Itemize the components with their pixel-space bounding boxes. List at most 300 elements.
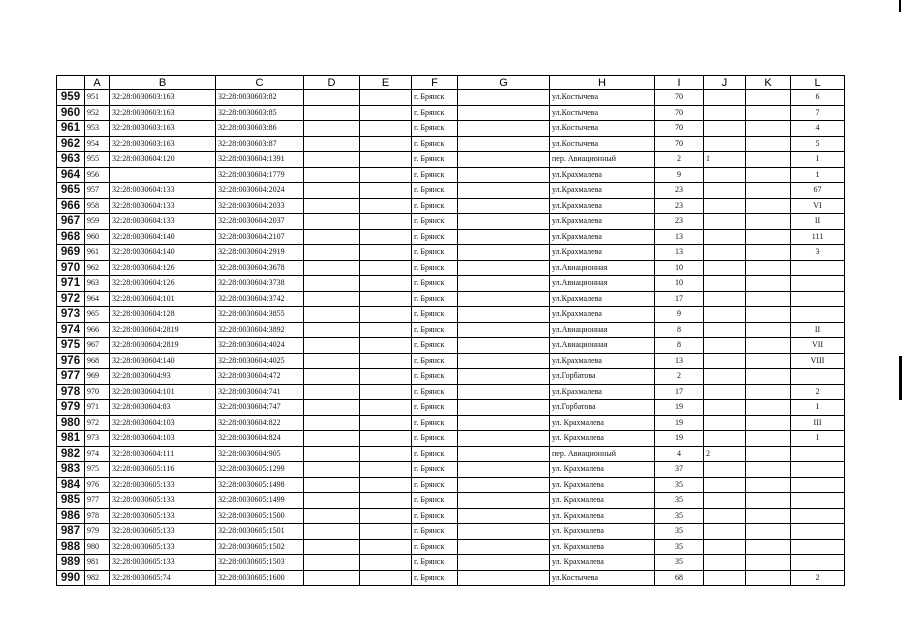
- cell-i: 19: [655, 415, 704, 431]
- cell-e: [360, 167, 412, 183]
- table-row: [57, 245, 845, 261]
- row-number: 976: [57, 353, 85, 369]
- cell-i: 70: [655, 105, 704, 121]
- column-header-k: K: [746, 76, 791, 90]
- cell-e: [360, 322, 412, 338]
- cell-g: [458, 369, 550, 385]
- cell-d: [304, 384, 360, 400]
- cell-f: г. Брянск: [412, 322, 458, 338]
- column-header-j: J: [704, 76, 746, 90]
- cell-l: II: [791, 214, 845, 230]
- cell-e: [360, 105, 412, 121]
- cell-a: 973: [85, 431, 110, 447]
- cell-i: 70: [655, 136, 704, 152]
- cell-l: 7: [791, 105, 845, 121]
- cell-l: [791, 477, 845, 493]
- table-row: [57, 260, 845, 276]
- column-header-a: A: [85, 76, 110, 90]
- cell-f: г. Брянск: [412, 245, 458, 261]
- row-number: 979: [57, 400, 85, 416]
- row-number: 987: [57, 524, 85, 540]
- cell-f: г. Брянск: [412, 307, 458, 323]
- cell-d: [304, 245, 360, 261]
- cell-j: [704, 353, 746, 369]
- cell-d: [304, 183, 360, 199]
- cell-e: [360, 570, 412, 586]
- table-row: [57, 415, 845, 431]
- cell-d: [304, 307, 360, 323]
- cell-j: [704, 322, 746, 338]
- cell-e: [360, 229, 412, 245]
- table-row: [57, 493, 845, 509]
- cell-g: [458, 353, 550, 369]
- row-number: 975: [57, 338, 85, 354]
- cell-j: [704, 198, 746, 214]
- cell-h: ул. Крахмалева: [550, 477, 655, 493]
- cell-k: [746, 105, 791, 121]
- cell-d: [304, 338, 360, 354]
- cell-h: ул.Костычева: [550, 121, 655, 137]
- cell-f: г. Брянск: [412, 555, 458, 571]
- cell-e: [360, 369, 412, 385]
- cell-j: [704, 400, 746, 416]
- cell-b: 32:28:0030605:133: [110, 477, 216, 493]
- cell-j: 2: [704, 446, 746, 462]
- row-number: 977: [57, 369, 85, 385]
- cell-b: 32:28:0030604:83: [110, 400, 216, 416]
- cell-j: [704, 136, 746, 152]
- cell-b: 32:28:0030605:133: [110, 524, 216, 540]
- cell-e: [360, 183, 412, 199]
- cell-e: [360, 524, 412, 540]
- row-number: 990: [57, 570, 85, 586]
- cell-d: [304, 555, 360, 571]
- column-header-h: H: [550, 76, 655, 90]
- cell-d: [304, 229, 360, 245]
- cell-l: II: [791, 322, 845, 338]
- cell-c: 32:28:0030604:822: [216, 415, 304, 431]
- cell-l: [791, 446, 845, 462]
- cell-g: [458, 245, 550, 261]
- cell-l: [791, 260, 845, 276]
- cell-c: 32:28:0030605:1499: [216, 493, 304, 509]
- cell-e: [360, 446, 412, 462]
- cell-g: [458, 276, 550, 292]
- row-number: 980: [57, 415, 85, 431]
- cell-b: 32:28:0030604:126: [110, 276, 216, 292]
- cell-j: [704, 508, 746, 524]
- cell-c: 32:28:0030603:86: [216, 121, 304, 137]
- cell-g: [458, 136, 550, 152]
- cell-i: 4: [655, 446, 704, 462]
- cell-g: [458, 307, 550, 323]
- cell-b: 32:28:0030604:133: [110, 183, 216, 199]
- table-row: [57, 462, 845, 478]
- cell-g: [458, 431, 550, 447]
- column-header-i: I: [655, 76, 704, 90]
- cell-b: 32:28:0030604:101: [110, 291, 216, 307]
- cell-f: г. Брянск: [412, 508, 458, 524]
- cell-k: [746, 136, 791, 152]
- cell-f: г. Брянск: [412, 183, 458, 199]
- table-row: [57, 214, 845, 230]
- cell-h: ул. Крахмалева: [550, 431, 655, 447]
- row-number: 973: [57, 307, 85, 323]
- cell-i: 37: [655, 462, 704, 478]
- cell-b: 32:28:0030604:140: [110, 353, 216, 369]
- row-number: 969: [57, 245, 85, 261]
- cell-h: ул.Крахмалева: [550, 183, 655, 199]
- cell-e: [360, 260, 412, 276]
- cell-h: ул.Костычева: [550, 105, 655, 121]
- cell-b: 32:28:0030604:120: [110, 152, 216, 168]
- column-header-b: B: [110, 76, 216, 90]
- cell-g: [458, 524, 550, 540]
- cell-h: ул.Крахмалева: [550, 291, 655, 307]
- cell-g: [458, 90, 550, 106]
- table-row: [57, 121, 845, 137]
- cell-l: 1: [791, 167, 845, 183]
- cell-j: [704, 214, 746, 230]
- cell-f: г. Брянск: [412, 136, 458, 152]
- cell-i: 2: [655, 152, 704, 168]
- cell-a: 961: [85, 245, 110, 261]
- cell-g: [458, 446, 550, 462]
- cell-j: [704, 260, 746, 276]
- cell-i: 13: [655, 229, 704, 245]
- cell-a: 967: [85, 338, 110, 354]
- cell-f: г. Брянск: [412, 167, 458, 183]
- cell-a: 968: [85, 353, 110, 369]
- column-header-e: E: [360, 76, 412, 90]
- cell-b: 32:28:0030604:101: [110, 384, 216, 400]
- cell-c: 32:28:0030604:1779: [216, 167, 304, 183]
- cell-a: 957: [85, 183, 110, 199]
- cell-i: 19: [655, 431, 704, 447]
- cell-h: ул. Крахмалева: [550, 493, 655, 509]
- cell-l: [791, 462, 845, 478]
- cell-c: 32:28:0030603:82: [216, 90, 304, 106]
- cell-c: 32:28:0030603:85: [216, 105, 304, 121]
- cell-g: [458, 493, 550, 509]
- cell-k: [746, 446, 791, 462]
- cell-h: ул.Крахмалева: [550, 384, 655, 400]
- cell-f: г. Брянск: [412, 90, 458, 106]
- cell-c: 32:28:0030605:1600: [216, 570, 304, 586]
- cell-d: [304, 493, 360, 509]
- cell-j: [704, 167, 746, 183]
- cell-b: 32:28:0030605:116: [110, 462, 216, 478]
- cell-e: [360, 136, 412, 152]
- cell-g: [458, 477, 550, 493]
- cell-d: [304, 369, 360, 385]
- cell-c: 32:28:0030604:4025: [216, 353, 304, 369]
- table-row: [57, 229, 845, 245]
- column-header-d: D: [304, 76, 360, 90]
- cell-j: [704, 291, 746, 307]
- cell-k: [746, 493, 791, 509]
- cell-j: [704, 183, 746, 199]
- cell-h: ул. Крахмалева: [550, 508, 655, 524]
- row-number: 985: [57, 493, 85, 509]
- cell-c: 32:28:0030605:1502: [216, 539, 304, 555]
- cell-e: [360, 245, 412, 261]
- cell-k: [746, 198, 791, 214]
- page-edge-mark-top: [899, 0, 901, 12]
- cell-b: 32:28:0030604:133: [110, 214, 216, 230]
- cell-b: 32:28:0030604:126: [110, 260, 216, 276]
- cell-g: [458, 105, 550, 121]
- cell-a: 956: [85, 167, 110, 183]
- cell-j: [704, 229, 746, 245]
- cell-b: 32:28:0030605:74: [110, 570, 216, 586]
- cell-d: [304, 508, 360, 524]
- row-number: 967: [57, 214, 85, 230]
- cell-h: пер. Авиационный: [550, 152, 655, 168]
- cell-a: 975: [85, 462, 110, 478]
- cell-d: [304, 276, 360, 292]
- cell-a: 970: [85, 384, 110, 400]
- table-row: [57, 322, 845, 338]
- table-row: [57, 276, 845, 292]
- cell-b: 32:28:0030605:133: [110, 493, 216, 509]
- cell-c: 32:28:0030605:1503: [216, 555, 304, 571]
- cell-j: [704, 90, 746, 106]
- cell-f: г. Брянск: [412, 384, 458, 400]
- cell-h: ул.Крахмалева: [550, 353, 655, 369]
- column-header-g: G: [458, 76, 550, 90]
- cell-a: 959: [85, 214, 110, 230]
- cell-l: 6: [791, 90, 845, 106]
- cell-a: 958: [85, 198, 110, 214]
- table-row: [57, 353, 845, 369]
- cell-b: 32:28:0030604:111: [110, 446, 216, 462]
- cell-g: [458, 384, 550, 400]
- cell-c: 32:28:0030604:2024: [216, 183, 304, 199]
- cell-c: 32:28:0030604:2033: [216, 198, 304, 214]
- cell-j: [704, 384, 746, 400]
- cell-f: г. Брянск: [412, 524, 458, 540]
- cell-c: 32:28:0030604:3892: [216, 322, 304, 338]
- table-row: [57, 152, 845, 168]
- cell-a: 977: [85, 493, 110, 509]
- cell-h: ул.Крахмалева: [550, 167, 655, 183]
- cell-l: [791, 276, 845, 292]
- cell-l: 2: [791, 384, 845, 400]
- cell-c: 32:28:0030604:2037: [216, 214, 304, 230]
- cell-j: [704, 245, 746, 261]
- cell-g: [458, 508, 550, 524]
- cell-h: ул. Крахмалева: [550, 524, 655, 540]
- cell-a: 971: [85, 400, 110, 416]
- cell-j: [704, 105, 746, 121]
- cell-l: [791, 539, 845, 555]
- cell-k: [746, 291, 791, 307]
- cell-k: [746, 353, 791, 369]
- cell-i: 13: [655, 245, 704, 261]
- cell-k: [746, 477, 791, 493]
- cell-j: [704, 369, 746, 385]
- cell-i: 35: [655, 555, 704, 571]
- cell-h: пер. Авиационный: [550, 446, 655, 462]
- cell-g: [458, 198, 550, 214]
- cell-j: [704, 307, 746, 323]
- cell-i: 19: [655, 400, 704, 416]
- cell-d: [304, 322, 360, 338]
- cell-e: [360, 291, 412, 307]
- cell-e: [360, 307, 412, 323]
- spreadsheet-table: [56, 75, 845, 586]
- row-number: 959: [57, 90, 85, 106]
- cell-d: [304, 167, 360, 183]
- cell-f: г. Брянск: [412, 260, 458, 276]
- cell-a: 952: [85, 105, 110, 121]
- row-number: 981: [57, 431, 85, 447]
- cell-g: [458, 152, 550, 168]
- cell-b: 32:28:0030604:140: [110, 229, 216, 245]
- cell-k: [746, 462, 791, 478]
- cell-d: [304, 539, 360, 555]
- table-row: [57, 524, 845, 540]
- table-row: [57, 446, 845, 462]
- cell-e: [360, 276, 412, 292]
- cell-k: [746, 400, 791, 416]
- row-number: 972: [57, 291, 85, 307]
- cell-j: [704, 539, 746, 555]
- cell-h: ул. Крахмалева: [550, 462, 655, 478]
- cell-a: 976: [85, 477, 110, 493]
- cell-d: [304, 105, 360, 121]
- cell-f: г. Брянск: [412, 152, 458, 168]
- cell-f: г. Брянск: [412, 415, 458, 431]
- cell-l: [791, 493, 845, 509]
- cell-e: [360, 214, 412, 230]
- cell-k: [746, 276, 791, 292]
- row-number: 983: [57, 462, 85, 478]
- cell-k: [746, 260, 791, 276]
- cell-k: [746, 384, 791, 400]
- cell-i: 23: [655, 198, 704, 214]
- cell-f: г. Брянск: [412, 198, 458, 214]
- cell-e: [360, 198, 412, 214]
- row-number: 984: [57, 477, 85, 493]
- cell-k: [746, 524, 791, 540]
- cell-h: ул.Крахмалева: [550, 214, 655, 230]
- cell-i: 17: [655, 291, 704, 307]
- cell-a: 954: [85, 136, 110, 152]
- cell-j: [704, 338, 746, 354]
- cell-e: [360, 493, 412, 509]
- cell-l: 111: [791, 229, 845, 245]
- table-row: [57, 90, 845, 106]
- cell-c: 32:28:0030604:3742: [216, 291, 304, 307]
- cell-d: [304, 353, 360, 369]
- cell-a: 962: [85, 260, 110, 276]
- cell-b: [110, 167, 216, 183]
- cell-k: [746, 121, 791, 137]
- cell-d: [304, 570, 360, 586]
- cell-k: [746, 431, 791, 447]
- cell-c: 32:28:0030603:87: [216, 136, 304, 152]
- cell-a: 960: [85, 229, 110, 245]
- cell-d: [304, 446, 360, 462]
- row-number: 968: [57, 229, 85, 245]
- cell-a: 955: [85, 152, 110, 168]
- column-header-row: [57, 76, 845, 90]
- cell-a: 953: [85, 121, 110, 137]
- cell-i: 8: [655, 338, 704, 354]
- page-edge-mark-right: [899, 356, 902, 400]
- table-row: [57, 198, 845, 214]
- cell-l: [791, 555, 845, 571]
- cell-e: [360, 400, 412, 416]
- cell-k: [746, 508, 791, 524]
- row-number: 982: [57, 446, 85, 462]
- cell-b: 32:28:0030603:163: [110, 105, 216, 121]
- cell-d: [304, 152, 360, 168]
- cell-g: [458, 462, 550, 478]
- cell-e: [360, 555, 412, 571]
- cell-k: [746, 338, 791, 354]
- cell-k: [746, 245, 791, 261]
- cell-f: г. Брянск: [412, 353, 458, 369]
- cell-k: [746, 539, 791, 555]
- cell-h: ул.Горбатова: [550, 400, 655, 416]
- cell-e: [360, 90, 412, 106]
- cell-c: 32:28:0030605:1500: [216, 508, 304, 524]
- cell-b: 32:28:0030605:133: [110, 555, 216, 571]
- table-row: [57, 183, 845, 199]
- table-row: [57, 338, 845, 354]
- row-number: 986: [57, 508, 85, 524]
- table-row: [57, 136, 845, 152]
- table-row: [57, 539, 845, 555]
- table-row: [57, 400, 845, 416]
- cell-l: [791, 524, 845, 540]
- cell-i: 17: [655, 384, 704, 400]
- cell-a: 966: [85, 322, 110, 338]
- cell-j: [704, 462, 746, 478]
- cell-c: 32:28:0030605:1299: [216, 462, 304, 478]
- cell-c: 32:28:0030604:2919: [216, 245, 304, 261]
- cell-g: [458, 555, 550, 571]
- cell-a: 981: [85, 555, 110, 571]
- cell-b: 32:28:0030604:2819: [110, 338, 216, 354]
- cell-l: I: [791, 400, 845, 416]
- column-header-l: L: [791, 76, 845, 90]
- cell-l: VIII: [791, 353, 845, 369]
- cell-j: [704, 121, 746, 137]
- cell-l: [791, 508, 845, 524]
- cell-b: 32:28:0030604:128: [110, 307, 216, 323]
- cell-b: 32:28:0030603:163: [110, 136, 216, 152]
- cell-e: [360, 121, 412, 137]
- cell-l: VII: [791, 338, 845, 354]
- cell-g: [458, 260, 550, 276]
- cell-b: 32:28:0030604:93: [110, 369, 216, 385]
- row-number: 963: [57, 152, 85, 168]
- cell-e: [360, 152, 412, 168]
- cell-b: 32:28:0030604:133: [110, 198, 216, 214]
- cell-b: 32:28:0030604:103: [110, 415, 216, 431]
- cell-l: 4: [791, 121, 845, 137]
- cell-c: 32:28:0030604:3738: [216, 276, 304, 292]
- cell-k: [746, 90, 791, 106]
- cell-l: [791, 291, 845, 307]
- row-number: 988: [57, 539, 85, 555]
- row-number: 962: [57, 136, 85, 152]
- cell-e: [360, 508, 412, 524]
